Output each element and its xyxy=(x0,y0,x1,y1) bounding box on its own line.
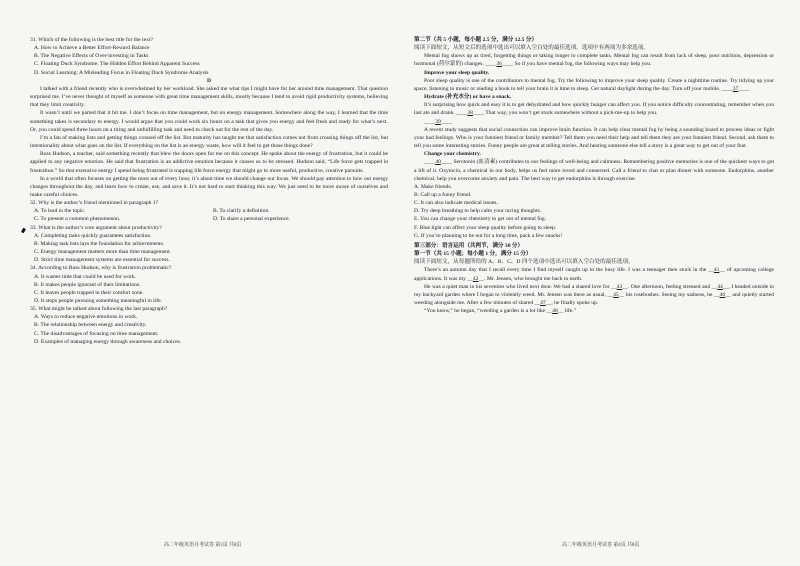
blank-41: 41 xyxy=(713,267,720,274)
section2-instructions: 阅读下面短文，从短文后的选项中选出可以填入空白处的最佳选项。选项中有两项为多余选项。 xyxy=(414,45,649,52)
cloze-paragraph: Mental fog shows up as tired, forgetting things or taking longer to complete tasks. Mental fog can result from lack of sleep, poor nutrition, depression or hormonal (荷尔蒙的) changes. ____36____ So if you have mental fog, the following ways may help you. xyxy=(414,53,774,68)
part3-instructions: 阅读下面短文，从每题所给的 A、B、C、D 四个选项中选出可以填入空白处的最佳选项。 xyxy=(414,259,634,266)
blank-47: 47 xyxy=(540,300,546,306)
q33-option-c: C. Energy management matters more than time management. xyxy=(34,249,172,256)
blank-40: 40 xyxy=(435,159,441,166)
cloze-paragraph: He was a quiet man in his seventies who lived next door. We had a shared love for __43__. One afternoon, feeling stressed and __44__, I headed outside to my backyard garden where I began to violently weed. Mr. Jensen was there as usual, __45__ his rosebushes. Seeing my sadness, he __46__ and quietly started weeding alongside me. After a few minutes of shared __47__, he finally spoke up. xyxy=(414,283,775,306)
q35-option-d: D. Examples of managing energy through awareness and choices. xyxy=(34,338,182,345)
blank-46: 46 xyxy=(719,291,726,298)
right-column xyxy=(414,36,774,315)
section2-title: 第二节（共 5 小题，每小题 2.5 分，满分 12.5 分） xyxy=(414,37,538,43)
blank-48: 48 xyxy=(552,308,558,315)
heading-chemistry: Change your chemistry. xyxy=(424,151,481,158)
part3-title: 第三部分：语言运用（共两节，满分 30 分） xyxy=(414,242,524,249)
blank-42: 42 xyxy=(472,275,479,282)
choice-g: G. If you’re planning to be out for a long time, pack a few snacks! xyxy=(414,232,563,239)
q35-stem: 35. What might be talked about following the last paragraph? xyxy=(30,306,168,313)
q35-option-c: C. The disadvantages of focusing on time management. xyxy=(34,330,159,337)
q33-stem: 33. What is the author’s core argument about productivity? xyxy=(30,224,162,231)
footer-right: 高二年级英语月考试卷 第4页 共8页 xyxy=(562,543,640,548)
passage-paragraph: I’m a fan of making lists and getting things crossed off the list. But maturity has taught me that satisfaction comes not from crossing things off the list, but intentionality about what goes on the list. If everything on the list is an energy waste, how will it feel to get those things done? xyxy=(30,134,388,150)
passage-paragraph: In a world that often focuses on getting the most out of every hour, it’s about time we should change our focus. We should pay attention to how our energy changes throughout the day, and learn how to create, use, and save it. It’s not hard to start thinking this way. We just need to be more aware of ourselves and make careful choices. xyxy=(30,175,388,198)
q32-option-d: D. To share a personal experience. xyxy=(213,216,291,223)
q32-options-row xyxy=(30,215,388,223)
choice-c: C. It can also indicate medical issues. xyxy=(414,200,498,207)
q32-option-c: C. To present a common phenomenon. xyxy=(34,216,121,223)
q32-options-row xyxy=(30,207,388,215)
cloze-paragraph: It’s surprising how quick and easy it is to get dehydrated and how quickly hunger can affect you. If you notice difficulty concentrating, remember when you last ate and drank. ____38____ That way, you won’t get stuck somewhere without a pick-me-up to help you. xyxy=(414,102,774,117)
q35-option-a: A. Ways to reduce negative emotions in work. xyxy=(34,314,138,321)
q34-stem: 34. According to Russ Hudson, why is frustration problematic? xyxy=(30,265,172,272)
q33-option-b: B. Making task lists lays the foundation for achievements. xyxy=(34,240,165,247)
choice-a: A. Make friends. xyxy=(414,183,452,190)
blank-37: 37 xyxy=(732,85,739,92)
passage-label: D xyxy=(206,77,212,84)
blank-45: 45 xyxy=(613,291,619,298)
passage-paragraph: It wasn’t until we parted that it hit me. I don’t focus on time management, but on energy management. Somewhere along the way, I learned that the time something takes is secondary to energy. I would argue that you could work six hours on a task that gives you energy and feel fresh and ready for what’s next. Or, you could spend three hours on a tiring and unfulfilling task and need to check out for the rest of the day. xyxy=(30,110,388,133)
q32-option-a: A. To lead in the topic. xyxy=(34,208,86,215)
q35-option-b: B. The relationship between energy and creativity. xyxy=(34,322,147,329)
passage-paragraph: I talked with a friend recently who is overwhelmed by her workload. She asked me what tips I might have for her around time management. That question surprised me. I’ve never thought of myself as someone with great time management skills, mostly because I tend to avoid rigid productivity systems, believing that they limit creativity. xyxy=(30,85,388,109)
q34-option-b: B. It makes people ignorant of their limitations. xyxy=(34,281,141,288)
q34-option-a: A. It wastes time that could be used for work. xyxy=(34,273,137,280)
heading-hydrate: Hydrate (补充水分) or have a snack. xyxy=(424,94,512,101)
part3-section1-title: 第一节（共 15 小题；每小题 1 分，满分 15 分） xyxy=(414,251,532,258)
q34-option-d: D. It stops people pursuing something meaningful in life. xyxy=(34,298,163,304)
q34-option-c: C. It leaves people trapped in their comfort zone. xyxy=(34,289,144,296)
cloze-paragraph: There’s an autumn day that I recall every time I find myself caught up in the busy life. I was a teenager then stuck in the __41__ of upcoming college applications. It was my __42__. Mr. Jensen, who brought me back to earth. xyxy=(414,267,775,282)
q31-option-d: D. Social Learning: A Misleading Focus in Floating Duck Syndrome Analysis xyxy=(34,69,209,76)
left-column xyxy=(30,36,388,346)
footer-left: 高二年级英语月考试卷 第3页 共8页 xyxy=(164,543,242,548)
q32-stem: 32. Why is the author’s friend mentioned in paragraph 1? xyxy=(30,200,159,207)
q31-option-a: A. How to Achieve a Better Effort-Reward Balance xyxy=(34,45,150,52)
cloze-paragraph: “You know,” he began, “weeding a garden is a lot like __48__ life.” xyxy=(424,308,577,315)
heading-sleep: Improve your sleep quality. xyxy=(424,69,490,76)
q33-option-a: A. Completing tasks quickly guarantees satisfaction. xyxy=(34,232,152,239)
blank-43: 43 xyxy=(616,283,623,290)
cloze-paragraph: ____40____ Serotonin (血清素) contributes to our feelings of well-being and calmness. Remembering positive memories is one of the quickest ways to get a lift of it. Oxytocin, a chemical in our body, helps us feel more loved and connected. Call a friend to chat or plan dinner with someone. Endorphins, another chemical, help you overcome anxiety and pain. The best way to get endorphins is through exercise. xyxy=(414,159,774,182)
cloze-paragraph: A recent study suggests that social connection can improve brain function. It can help clear mental fog by being a sounding board to process ideas or fight your bad feelings. Who is your funniest friend or family member? Tell them you need their help and tell them they are your funniest friend. Second, ask them to tell you some interesting stories. Funny people are great at telling stories. And hearing someone else tell a story is a great way to get out of your fear. xyxy=(414,126,774,150)
blank-44: 44 xyxy=(717,283,723,290)
q31-stem: 31. Which of the following is the best title for the text? xyxy=(30,37,153,43)
q33-option-d: D. Strict time management systems are essential for success. xyxy=(34,257,170,264)
cloze-paragraph: Poor sleep quality is one of the contributors to mental fog. Try the following to improve your sleep quality. Create a nighttime routine. Try tidying up your space, listening to music or reading a book to tell your brain it is time to sleep. Get natural daylight during the day. Turn off your mobile. ____37____ xyxy=(414,77,774,92)
choice-d: D. Try deep breathing to help calm your racing thoughts. xyxy=(414,208,542,215)
passage-paragraph: Russ Hudson, a teacher, said something recently that blew the doors open for me on this concept. He spoke about the energy of frustration, but it could be applied to any negative emotion. He said that frustration is an addictive emotion because it causes us to be stressed. Hudson said, “Life force gets trapped in frustration.” So that extensive energy I spend being frustrated is trapping life force energy that might go to more useful, productive, creative pursuits. xyxy=(30,151,388,174)
q32-option-b: B. To clarify a definition. xyxy=(213,208,270,215)
pen-mark-icon xyxy=(21,228,26,234)
blank-36: 36 xyxy=(496,61,502,68)
q31-option-b: B. The Negative Effects of Over-investing in Tasks xyxy=(34,53,149,60)
blank-38: 38 xyxy=(467,110,473,117)
choice-e: E. You can change your chemistry to get out of mental fog. xyxy=(414,216,547,223)
q31-option-c: C. Floating Duck Syndrome: The Hidden Effort Behind Apparent Success xyxy=(34,61,200,68)
choice-f: F. Blue light can affect your sleep quality before going to sleep. xyxy=(414,224,557,231)
blank-39: 39 xyxy=(435,118,441,125)
choice-b: B. Call up a funny friend. xyxy=(414,191,472,198)
heading-blank-39: ____39____ xyxy=(424,118,452,125)
